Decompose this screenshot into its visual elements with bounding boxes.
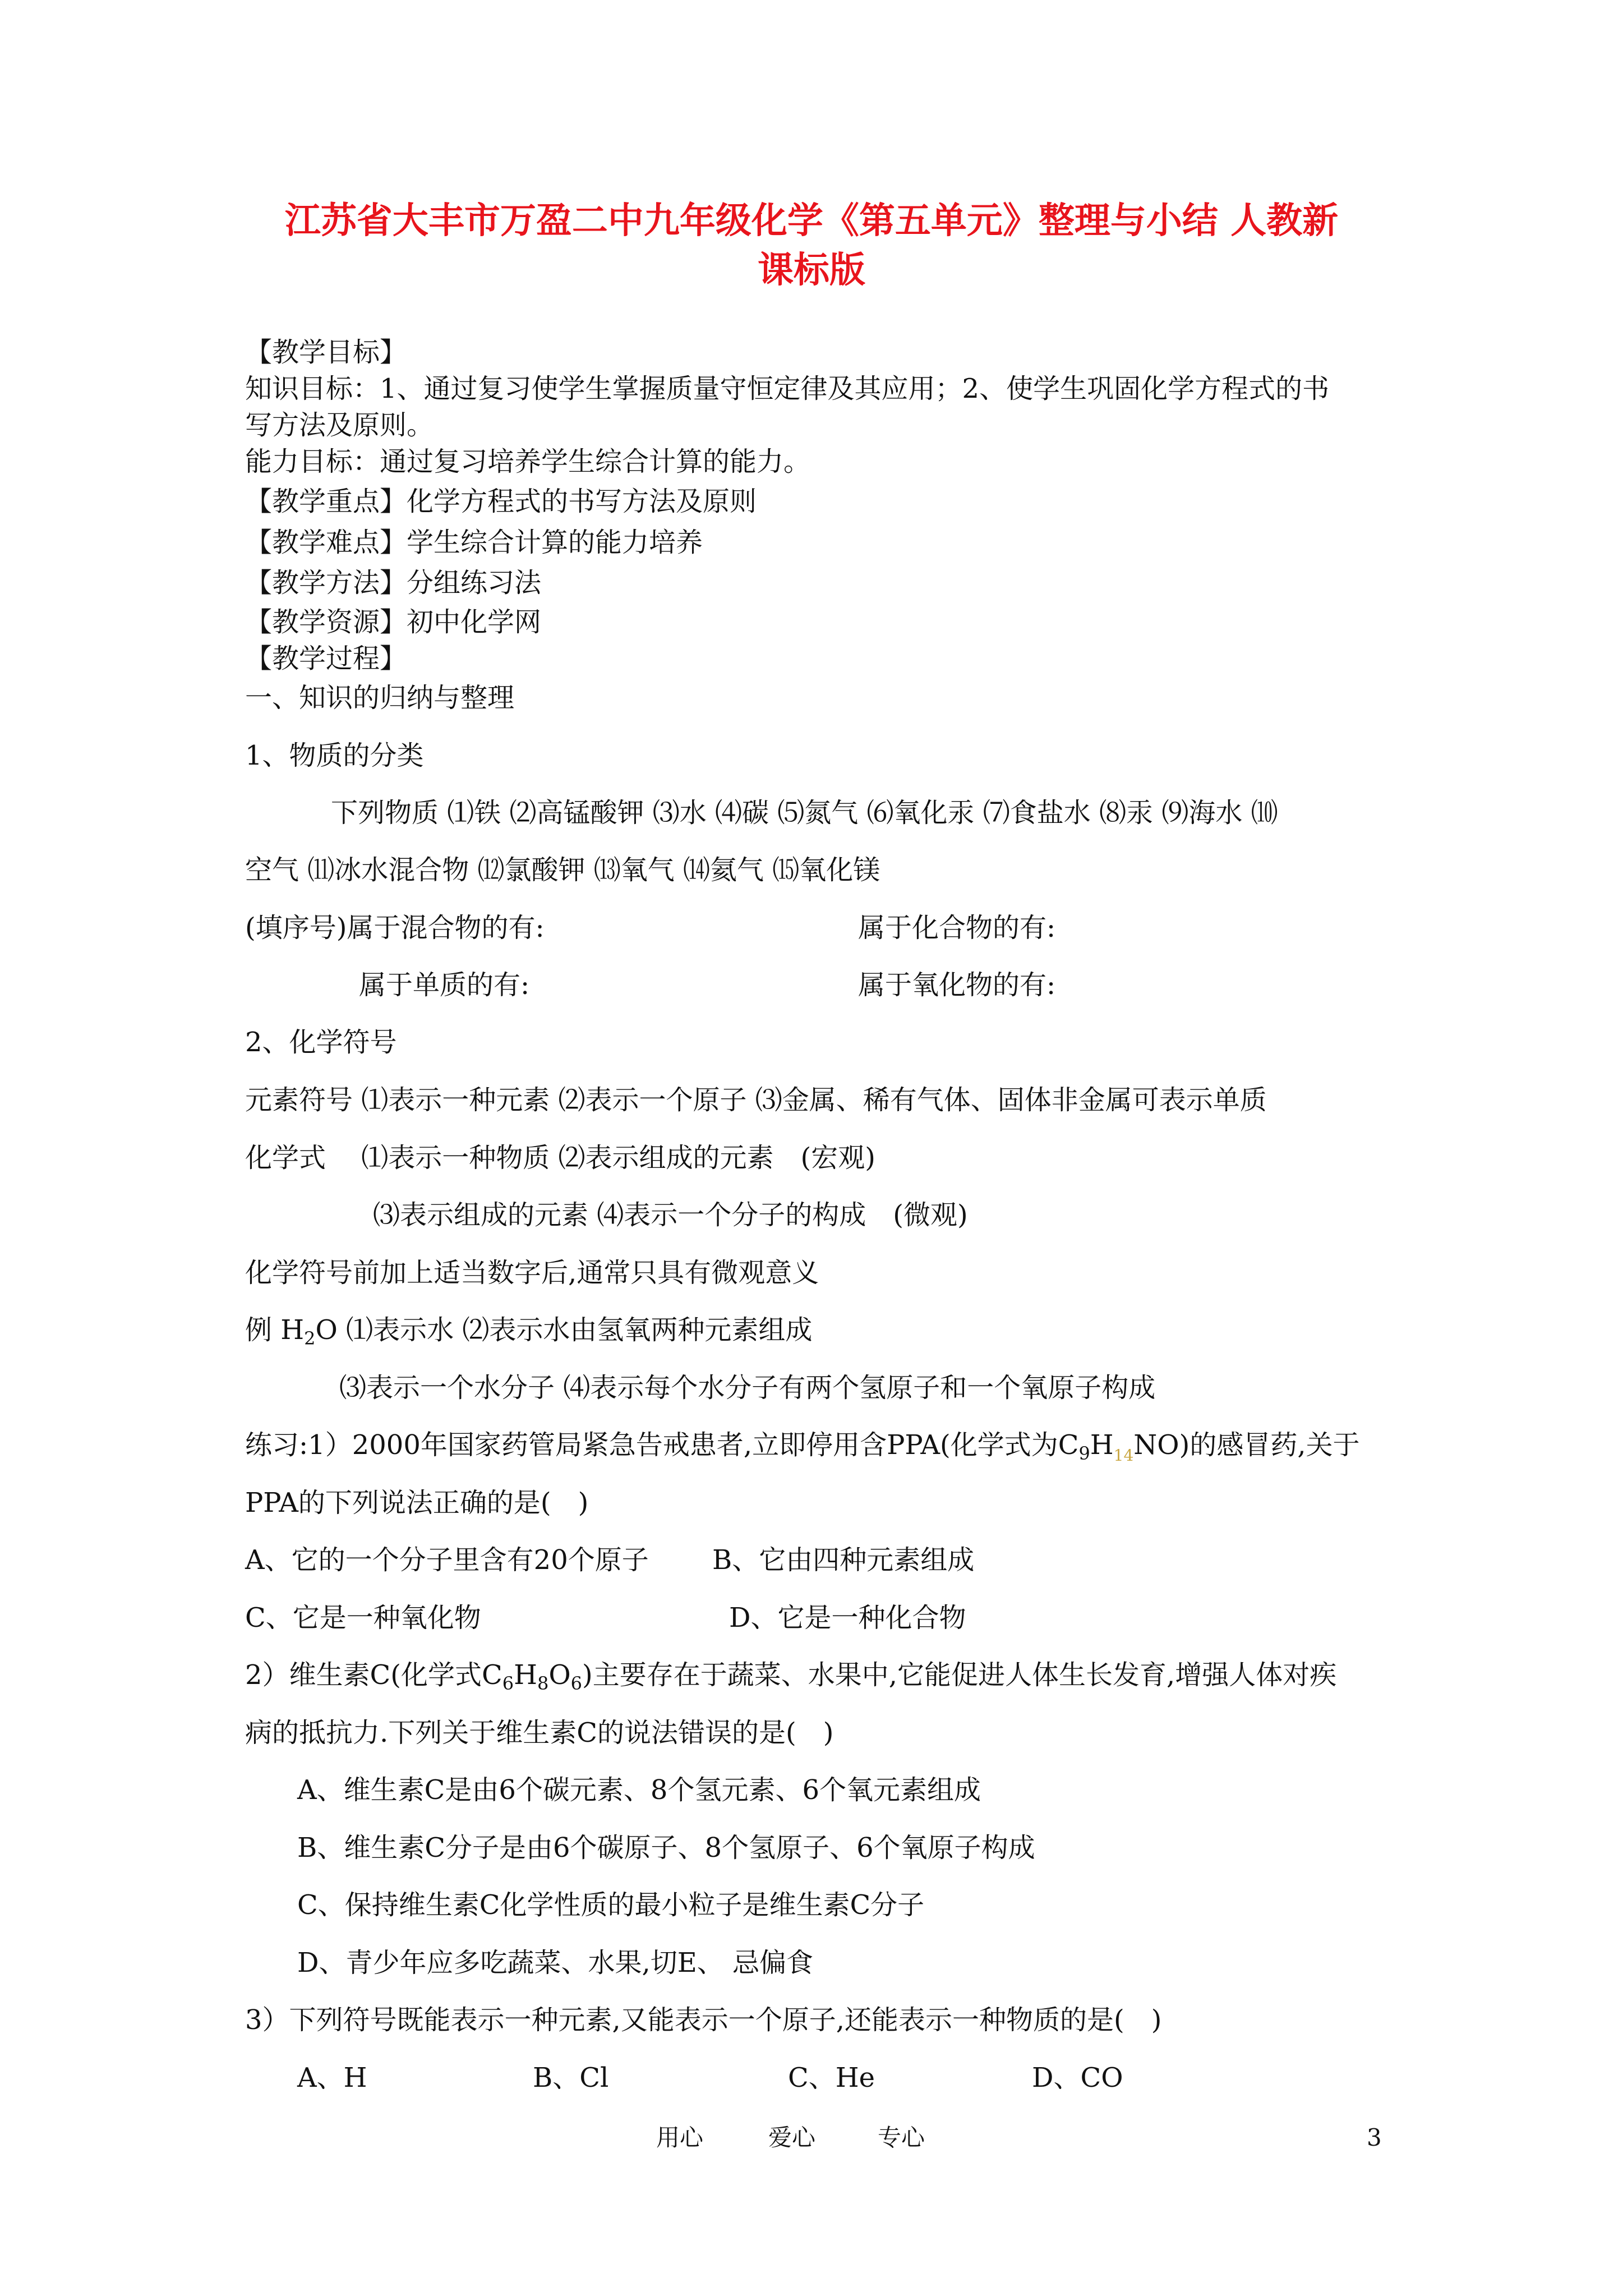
exercise-1-question-line-1: 练习:1）2000年国家药管局紧急告戒患者,立即停用含PPA(化学式为$C_9H_{14}NO$)的感冒药,关于 (245, 1429, 1360, 1465)
teaching-process: 【教学过程】 (245, 643, 407, 674)
exercise-1-option-c: C、它是一种氧化物 (245, 1602, 481, 1634)
document-title-line-1: 江苏省大丰市万盈二中九年级化学《第五单元》整理与小结 人教新 (284, 200, 1339, 242)
exercise-1-question-line-2: PPA的下列说法正确的是( ) (245, 1487, 589, 1519)
element-symbol-meaning: 元素符号 ⑴表示一种元素 ⑵表示一个原子 ⑶金属、稀有气体、固体非金属可表示单质 (245, 1084, 1267, 1116)
exercise-3-option-b: B、Cl (533, 2062, 609, 2093)
footer-text-middle: 爱心 (768, 2124, 816, 2151)
exercise-2-question-line-2: 病的抵抗力.下列关于维生素C的说法错误的是( ) (245, 1717, 834, 1749)
exercise-3-question: 3）下列符号既能表示一种元素,又能表示一个原子,还能表示一种物质的是( ) (245, 2004, 1162, 2036)
exercise-3-option-d: D、CO (1032, 2062, 1123, 2093)
formula-micro-meaning: ⑶表示组成的元素 ⑷表示一个分子的构成 (微观) (373, 1199, 968, 1231)
ability-goal: 能力目标：通过复习培养学生综合计算的能力。 (245, 446, 811, 477)
oxide-question: 属于氧化物的有: (858, 969, 1056, 1001)
part-one-heading: 一、知识的归纳与整理 (245, 682, 515, 714)
knowledge-goal-line-1: 知识目标：1、通过复习使学生掌握质量守恒定律及其应用；2、使学生巩固化学方程式的书 (245, 373, 1330, 404)
page-number: 3 (1367, 2124, 1382, 2151)
teaching-resource: 【教学资源】初中化学网 (245, 606, 542, 638)
difficulty: 【教学难点】学生综合计算的能力培养 (245, 527, 703, 558)
classification-substances-line-1: 下列物质 ⑴铁 ⑵高锰酸钾 ⑶水 ⑷碳 ⑸氮气 ⑹氧化汞 ⑺食盐水 ⑻汞 ⑼海水 ⑽ (331, 797, 1278, 829)
compound-question: 属于化合物的有: (858, 912, 1056, 944)
mixture-question: (填序号)属于混合物的有: (245, 912, 545, 944)
footer-text-left: 用心 (656, 2124, 704, 2151)
chemical-symbols-heading: 2、化学符号 (245, 1027, 397, 1058)
water-example-line-2: ⑶表示一个水分子 ⑷表示每个水分子有两个氢原子和一个氧原子构成 (339, 1372, 1156, 1404)
symbol-number-note: 化学符号前加上适当数字后,通常只具有微观意义 (245, 1257, 819, 1289)
exercise-1-option-a: A、它的一个分子里含有20个原子 (245, 1544, 649, 1576)
water-example-line-1: 例 $H_2O$ ⑴表示水 ⑵表示水由氢氧两种元素组成 (245, 1314, 813, 1349)
exercise-2-option-b: B、维生素C分子是由6个碳原子、8个氢原子、6个氧原子构成 (297, 1832, 1035, 1864)
formula-macro-meaning: 化学式 ⑴表示一种物质 ⑵表示组成的元素 (宏观) (245, 1142, 875, 1174)
footer-text-right: 专心 (878, 2124, 925, 2151)
key-point: 【教学重点】化学方程式的书写方法及原则 (245, 486, 757, 517)
exercise-1-option-d: D、它是一种化合物 (729, 1602, 966, 1634)
exercise-1-option-b: B、它由四种元素组成 (712, 1544, 975, 1576)
exercise-3-option-a: A、H (297, 2062, 367, 2093)
exercise-2-option-d: D、青少年应多吃蔬菜、水果,切E、 忌偏食 (297, 1947, 814, 1978)
document-title-line-2: 课标版 (758, 249, 865, 291)
teaching-goals-heading: 【教学目标】 (245, 337, 407, 368)
element-question: 属于单质的有: (359, 969, 530, 1001)
knowledge-goal-line-2: 写方法及原则。 (245, 409, 434, 441)
classification-heading: 1、物质的分类 (245, 740, 424, 771)
exercise-2-option-c: C、保持维生素C化学性质的最小粒子是维生素C分子 (297, 1889, 925, 1921)
classification-substances-line-2: 空气 ⑾冰水混合物 ⑿氯酸钾 ⒀氧气 ⒁氦气 ⒂氧化镁 (245, 854, 880, 886)
exercise-3-option-c: C、He (788, 2062, 875, 2093)
teaching-method: 【教学方法】分组练习法 (245, 567, 542, 599)
exercise-2-option-a: A、维生素C是由6个碳元素、8个氢元素、6个氧元素组成 (297, 1774, 981, 1806)
exercise-2-question-line-1: 2）维生素C(化学式$C_6H_8O_6$)主要存在于蔬菜、水果中,它能促进人体生长发育,增强人体对疾 (245, 1659, 1337, 1694)
